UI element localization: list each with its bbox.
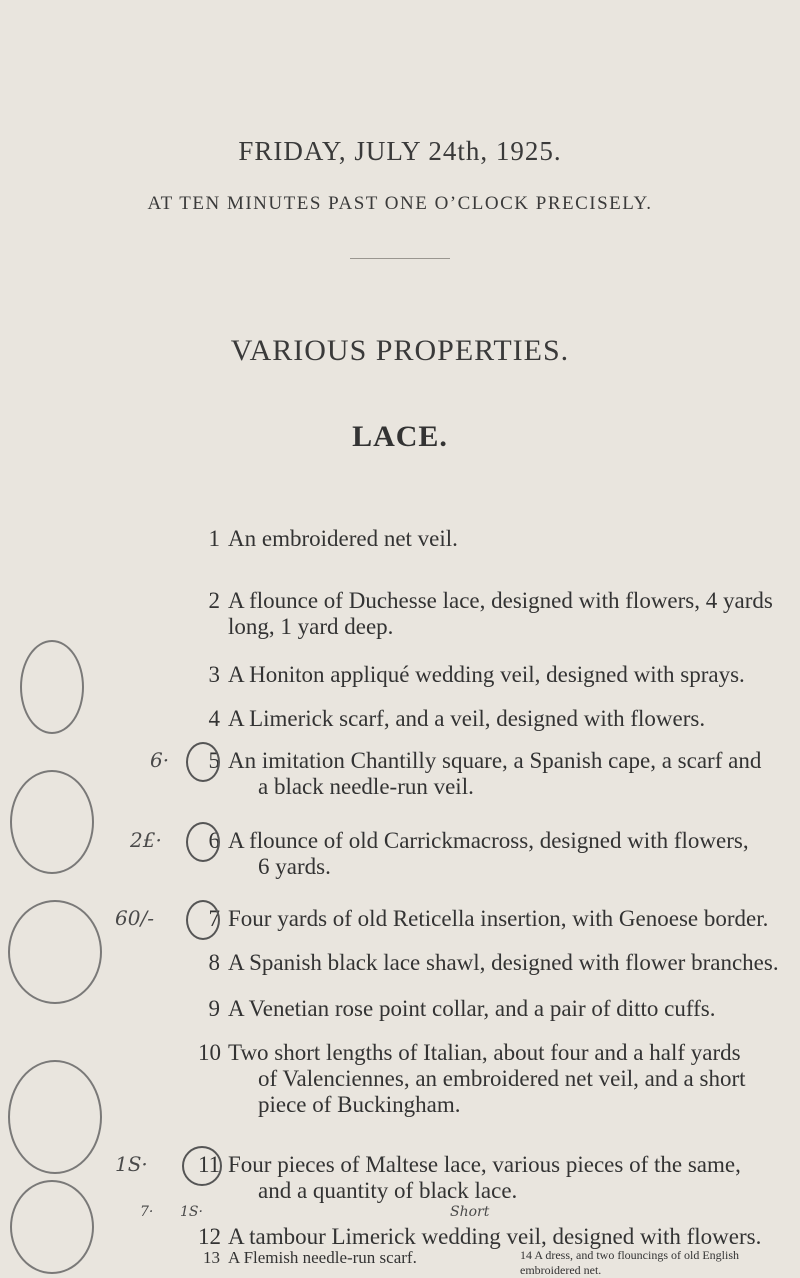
lot-number: 6 (208, 828, 220, 853)
lot-number: 1 (208, 526, 220, 551)
margin-doodle (10, 1180, 94, 1274)
lot-text: A Honiton appliqué wedding veil, designed with sprays. (228, 662, 745, 687)
handwritten-price: 2£· (130, 828, 162, 852)
margin-doodle (8, 1060, 102, 1174)
circled-lot-marker (186, 822, 220, 862)
subsection-title: LACE. (352, 420, 448, 453)
handwritten-price: 7· (140, 1204, 154, 1220)
lot-text: A tambour Limerick wedding veil, designed with flowers. (228, 1224, 762, 1249)
lot-item (208, 996, 716, 1022)
lot-number: 3 (208, 662, 220, 687)
lot-number: 12 (198, 1224, 221, 1249)
lot-number: 8 (208, 950, 220, 975)
handwritten-buyer: Short (450, 1204, 490, 1220)
sale-time: AT TEN MINUTES PAST ONE O’CLOCK PRECISELY. (147, 193, 653, 214)
lot-item (208, 748, 762, 800)
lot-item (208, 706, 706, 732)
circled-lot-marker (186, 742, 220, 782)
lot-number: 9 (208, 996, 220, 1021)
lot-number: 5 (208, 748, 220, 773)
lot-text: Four pieces of Maltese lace, various pieces of the same, (228, 1152, 741, 1177)
lot-item (198, 1040, 746, 1118)
lot-text: A Venetian rose point collar, and a pair of ditto cuffs. (228, 996, 716, 1021)
handwritten-price: 60/- (115, 906, 154, 930)
lot-text: a black needle-run veil. (258, 774, 474, 799)
lot-text: A flounce of Duchesse lace, designed with flowers, 4 yards (228, 588, 773, 613)
lot-text: An embroidered net veil. (228, 526, 458, 551)
lot-text: An imitation Chantilly square, a Spanish cape, a scarf and (228, 748, 762, 773)
lot-item (208, 662, 745, 688)
lot-text: piece of Buckingham. (258, 1092, 461, 1117)
lot-item (208, 828, 749, 880)
lot-item (208, 906, 769, 932)
lot-item (208, 950, 779, 976)
lot-text: Four yards of old Reticella insertion, with Genoese border. (228, 906, 769, 931)
lot-text: 6 yards. (258, 854, 331, 879)
lot-number: 11 (198, 1152, 221, 1177)
lot-text: and a quantity of black lace. (258, 1178, 518, 1203)
lot-text: long, 1 yard deep. (228, 614, 394, 639)
handwritten-price: 1S· (115, 1152, 148, 1176)
lot-number: 14 (520, 1248, 532, 1262)
lot-number: 7 (208, 906, 220, 931)
lot-text: A Spanish black lace shawl, designed with flower branches. (228, 950, 779, 975)
lot-text: A Limerick scarf, and a veil, designed with flowers. (228, 706, 706, 731)
lot-number: 10 (198, 1040, 221, 1065)
lot-item (520, 1248, 790, 1278)
lot-text: Two short lengths of Italian, about four and a half yards (228, 1040, 741, 1065)
handwritten-price: 1S· (180, 1204, 203, 1220)
circled-lot-marker (186, 900, 220, 940)
lot-item (198, 1152, 741, 1204)
lot-text: A Flemish needle-run scarf. (228, 1248, 417, 1267)
divider (350, 258, 450, 259)
margin-doodle (10, 770, 94, 874)
section-title: VARIOUS PROPERTIES. (230, 334, 570, 367)
lot-number: 2 (208, 588, 220, 613)
lot-item (198, 1224, 762, 1250)
lot-text: of Valenciennes, an embroidered net veil, and a short (258, 1066, 746, 1091)
margin-doodle (8, 900, 102, 1004)
lot-item (208, 588, 773, 640)
lot-number: 4 (208, 706, 220, 731)
lot-number: 13 (203, 1248, 220, 1267)
lot-text: A flounce of old Carrickmacross, designed with flowers, (228, 828, 749, 853)
sale-date: FRIDAY, JULY 24th, 1925. (238, 136, 562, 166)
handwritten-price: 6· (150, 748, 170, 772)
lot-item (203, 1248, 417, 1268)
margin-doodle (20, 640, 84, 734)
lot-text: A dress, and two flouncings of old English embroidered net. (520, 1248, 739, 1277)
lot-item (208, 526, 458, 552)
circled-lot-marker (182, 1146, 222, 1186)
